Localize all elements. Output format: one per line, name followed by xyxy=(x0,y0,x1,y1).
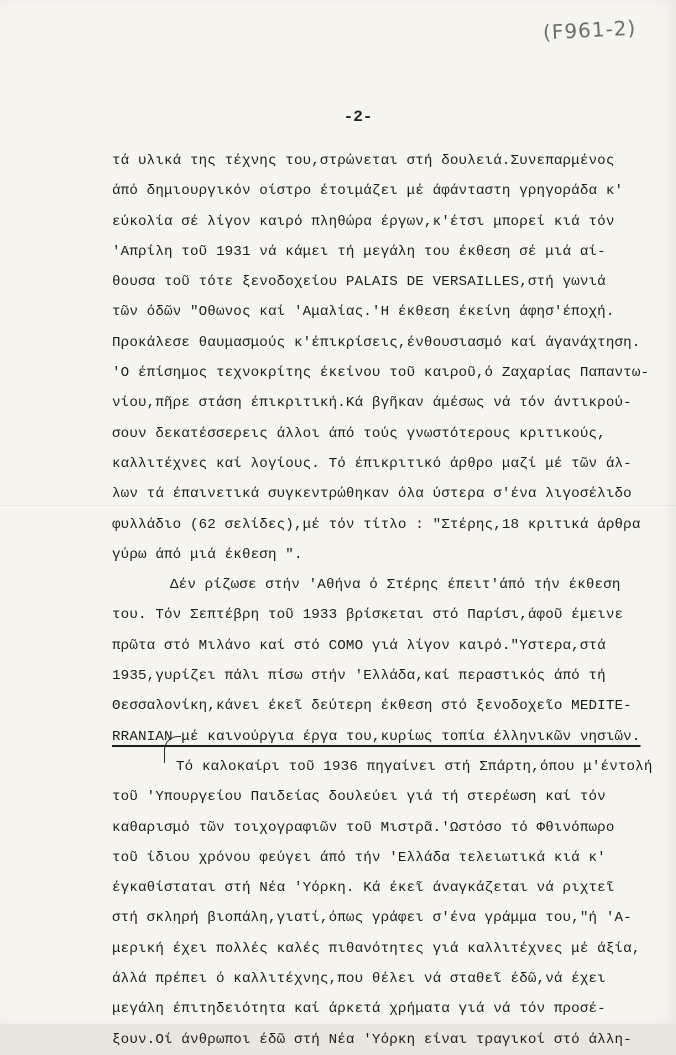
text-line: τῶν όδῶν "Οθωνος καί 'Αμαλίας.'Η έκθεση έκείνη άφησ'έποχή. xyxy=(112,304,615,321)
text-line: του. Τόν Σεπτέβρη τοῦ 1933 βρίσκεται στό Παρίσι,άφοῦ έμεινε xyxy=(112,607,624,624)
underlined-text-line: RRANIAN μέ καινούργια έργα του,κυρίως τοπία έλληνικῶν νησιῶν. xyxy=(112,728,641,745)
text-line: 'Απρίλη τοῦ 1931 νά κάμει τή μεγάλη του έκθεση σέ μιά αί- xyxy=(112,243,606,260)
text-line: λων τά έπαινετικά συγκεντρώθηκαν όλα ύστερα σ'ένα λιγοσέλιδο xyxy=(112,486,632,503)
handwritten-bracket-mark xyxy=(164,736,181,763)
text-line: τοῦ 'Υπουργείου Παιδείας δουλεύει γιά τή στερέωση καί τόν xyxy=(112,789,606,806)
text-line: Θεσσαλονίκη,κάνει έκεῖ δεύτερη έκθεση στό ξενοδοχεῖο MEDITE- xyxy=(112,698,632,715)
page-number: -2- xyxy=(343,108,373,126)
text-line: σουν δεκατέσσερεις άλλοι άπό τούς γνωστότερους κριτικούς, xyxy=(112,425,606,442)
text-line: θουσα τοῦ τότε ξενοδοχείου PALAIS DE VERSAILLES,στή γωνιά xyxy=(112,274,606,291)
text-line: νίου,πῆρε στάση έπικριτική.Κά βγῆκαν άμέσως νά τόν άντικρού- xyxy=(112,395,632,412)
text-line: τά υλικά της τέχνης του,στρώνεται στή δουλειά.Συνεπαρμένος xyxy=(112,153,615,169)
text-line: γύρω άπό μιά έκθεση ". xyxy=(112,546,303,563)
text-line: φυλλάδιο (62 σελίδες),μέ τόν τίτλο : "Στέρης,18 κριτικά άρθρα xyxy=(112,516,641,533)
text-line: ξουν.Οί άνθρωποι έδῶ στή Νέα 'Υόρκη είναι τραγικοί στό άλλη- xyxy=(112,1031,632,1048)
handwritten-reference-number: (F961-2) xyxy=(542,15,637,45)
paragraph-start-line: Δέν ρίζωσε στήν 'Αθήνα ό Στέρης έπειτ'άπό τήν έκθεση xyxy=(170,577,621,594)
text-line: τοῦ ίδιου χρόνου φεύγει άπό τήν 'Ελλάδα τελειωτικά κιά κ' xyxy=(112,849,606,866)
text-line: άλλά πρέπει ό καλλιτέχνης,που θέλει νά σταθεῖ έδῶ,νά έχει xyxy=(112,971,606,988)
text-line: άπό δημιουργικόν οίστρο έτοιμάζει μέ άφάνταστη γρηγοράδα κ' xyxy=(112,183,624,200)
text-line: μερική έχει πολλές καλές πιθανότητες γιά καλλιτέχνες μέ άξία, xyxy=(112,940,641,957)
text-line: εύκολία σέ λίγον καιρό πληθώρα έργων,κ'έτσι μπορεί κιά τόν xyxy=(112,213,615,230)
text-line: έγκαθίσταται στή Νέα 'Υόρκη. Κά έκεῖ άναγκάζεται νά ριχτεῖ xyxy=(112,880,615,897)
text-line: Προκάλεσε θαυμασμούς κ'έπικρίσεις,ένθουσιασμό καί άγανάχτηση. xyxy=(112,334,641,351)
text-line: στή σκληρή βιοπάλη,γιατί,όπως γράφει σ'ένα γράμμα του,"ή 'Α- xyxy=(112,910,632,927)
typed-text-body xyxy=(112,146,667,1055)
text-line: καλλιτέχνες καί λογίους. Τό έπικριτικό άρθρο μαζί μέ τῶν άλ- xyxy=(112,455,632,472)
text-line: 1935,γυρίζει πάλι πίσω στήν 'Ελλάδα,καί περαστικός άπό τή xyxy=(112,668,606,685)
paragraph-start-line: Τό καλοκαίρι τοῦ 1936 πηγαίνει στή Σπάρτη,όπου μ'έντολή xyxy=(176,758,653,775)
text-line: μεγάλη έπιτηδειότητα καί άρκετά χρήματα γιά νά τόν προσέ- xyxy=(112,1001,606,1018)
text-line: πρῶτα στό Μιλάνο καί στό COMO γιά λίγον καιρό."Υστερα,στά xyxy=(112,637,606,654)
text-line: 'Ο έπίσημος τεχνοκρίτης έκείνου τοῦ καιροῦ,ό Ζαχαρίας Παπαντω- xyxy=(112,365,650,382)
text-line: καθαρισμό τῶν τοιχογραφιῶν τοῦ Μιστρᾶ.'Ωστόσο τό Φθινόπωρο xyxy=(112,819,615,836)
